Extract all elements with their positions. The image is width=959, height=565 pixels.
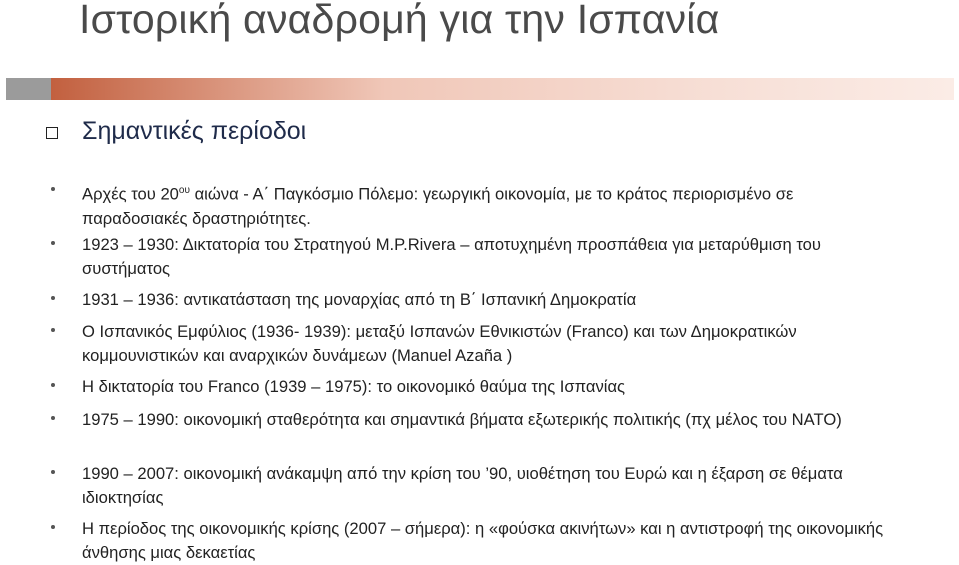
slide-title: Ιστορική αναδρομή για την Ισπανία <box>79 0 720 42</box>
bullet-dot-icon <box>51 296 55 300</box>
list-item-text: 1931 – 1936: αντικατάσταση της μοναρχίας από τη Β΄ Ισπανική Δημοκρατία <box>82 290 637 309</box>
list-item-text: Ο Ισπανικός Εμφύλιος (1936- 1939): μεταξύ Ισπανών Εθνικιστών (Franco) και των Δημοκρατικών κομμουνιστικών και αναρχικών δυνάμεων (Manuel Azaña ) <box>82 322 797 365</box>
list-item-text <box>82 179 902 231</box>
list-item-text: 1990 – 2007: οικονομική ανάκαμψη από την κρίση του ’90, υιοθέτηση του Ευρώ και η έξαρση σε θέματα ιδιοκτησίας <box>82 464 843 507</box>
section-heading-text: Σημαντικές περίοδοι <box>82 117 307 145</box>
list-item-text: Η δικτατορία του Franco (1939 – 1975): το οικονομικό θαύμα της Ισπανίας <box>82 377 626 396</box>
title-divider-bar <box>6 78 954 100</box>
list-item-superscript: ου <box>178 185 190 196</box>
bullet-dot-icon <box>51 525 55 529</box>
bullet-dot-icon <box>51 328 55 332</box>
bullet-dot-icon <box>51 470 55 474</box>
checkbox-bullet-icon <box>46 127 58 139</box>
list-item-text: 1923 – 1930: Δικτατορία του Στρατηγού M.P.Rivera – αποτυχημένη προσπάθεια για μεταρύθμιση του συστήματος <box>82 235 821 278</box>
bullet-dot-icon <box>51 241 55 245</box>
list-item-text: Η περίοδος της οικονομικής κρίσης (2007 – σήμερα): η «φούσκα ακινήτων» και η αντιστροφή της οικονομικής άνθησης μιας δεκαετίας <box>82 519 884 562</box>
list-item-text-start: Αρχές του 20 <box>82 184 179 204</box>
list-item-text-end: αιώνα - Α΄ Παγκόσμιο Πόλεμο: γεωργική οικονομία, με το κράτος περιορισμένο σε παραδοσιακές δραστηριότητες. <box>82 184 794 228</box>
bullet-dot-icon <box>51 416 55 420</box>
bullet-dot-icon <box>51 187 55 191</box>
bullet-dot-icon <box>51 383 55 387</box>
list-item-text: 1975 – 1990: οικονομική σταθερότητα και σημαντικά βήματα εξωτερικής πολιτικής (πχ μέλος του ΝΑΤΟ) <box>82 410 842 429</box>
